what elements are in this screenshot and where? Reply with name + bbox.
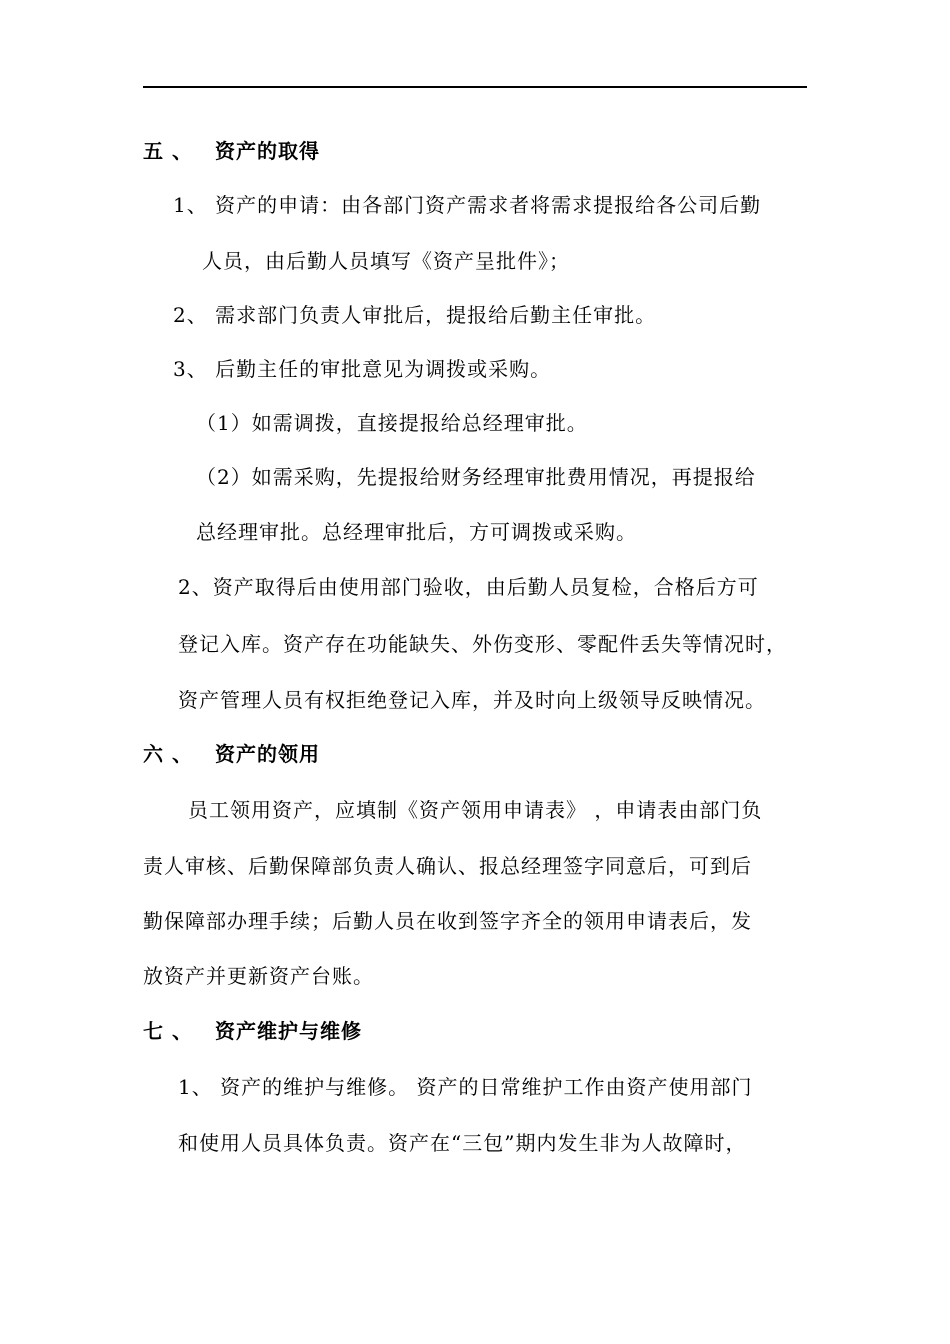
header-rule — [143, 86, 807, 88]
section-title: 资产的取得 — [214, 139, 320, 163]
paragraph-line: 和使用人员具体负责。资产在“三包”期内发生非为人故障时， — [178, 1131, 747, 1155]
paragraph-line: 放资产并更新资产台账。 — [143, 964, 374, 988]
section-number: 七 、 — [143, 1019, 193, 1043]
paragraph-line: 员工领用资产，应填制《资产领用申请表》 ，申请表由部门负 — [188, 798, 763, 822]
paragraph-line: 总经理审批。总经理审批后，方可调拨或采购。 — [196, 520, 637, 544]
paragraph-line: 2、 需求部门负责人审批后，提报给后勤主任审批。 — [173, 303, 657, 327]
section-title: 资产的领用 — [214, 742, 320, 766]
section-title: 资产维护与维修 — [214, 1019, 362, 1043]
paragraph-line: 登记入库。资产存在功能缺失、外伤变形、零配件丢失等情况时， — [178, 632, 787, 656]
paragraph-line: 1、 资产的维护与维修。 资产的日常维护工作由资产使用部门 — [178, 1075, 753, 1099]
section-heading-5 — [143, 137, 320, 165]
paragraph-line: 资产管理人员有权拒绝登记入库，并及时向上级领导反映情况。 — [178, 688, 766, 712]
paragraph-line: 勤保障部办理手续；后勤人员在收到签字齐全的领用申请表后，发 — [143, 909, 752, 933]
section-heading-7 — [143, 1017, 362, 1045]
paragraph-line: 2、资产取得后由使用部门验收，由后勤人员复检，合格后方可 — [178, 575, 759, 599]
paragraph-line: （1）如需调拨，直接提报给总经理审批。 — [196, 411, 588, 435]
paragraph-line: 1、 资产的申请：由各部门资产需求者将需求提报给各公司后勤 — [173, 193, 762, 217]
section-heading-6 — [143, 740, 320, 768]
paragraph-line: 3、 后勤主任的审批意见为调拨或采购。 — [173, 357, 552, 381]
paragraph-line: 责人审核、后勤保障部负责人确认、报总经理签字同意后，可到后 — [143, 854, 752, 878]
section-number: 六 、 — [143, 742, 193, 766]
paragraph-line: 人员，由后勤人员填写《资产呈批件》； — [202, 249, 570, 273]
section-number: 五 、 — [143, 139, 193, 163]
paragraph-line: （2）如需采购，先提报给财务经理审批费用情况，再提报给 — [196, 465, 756, 489]
